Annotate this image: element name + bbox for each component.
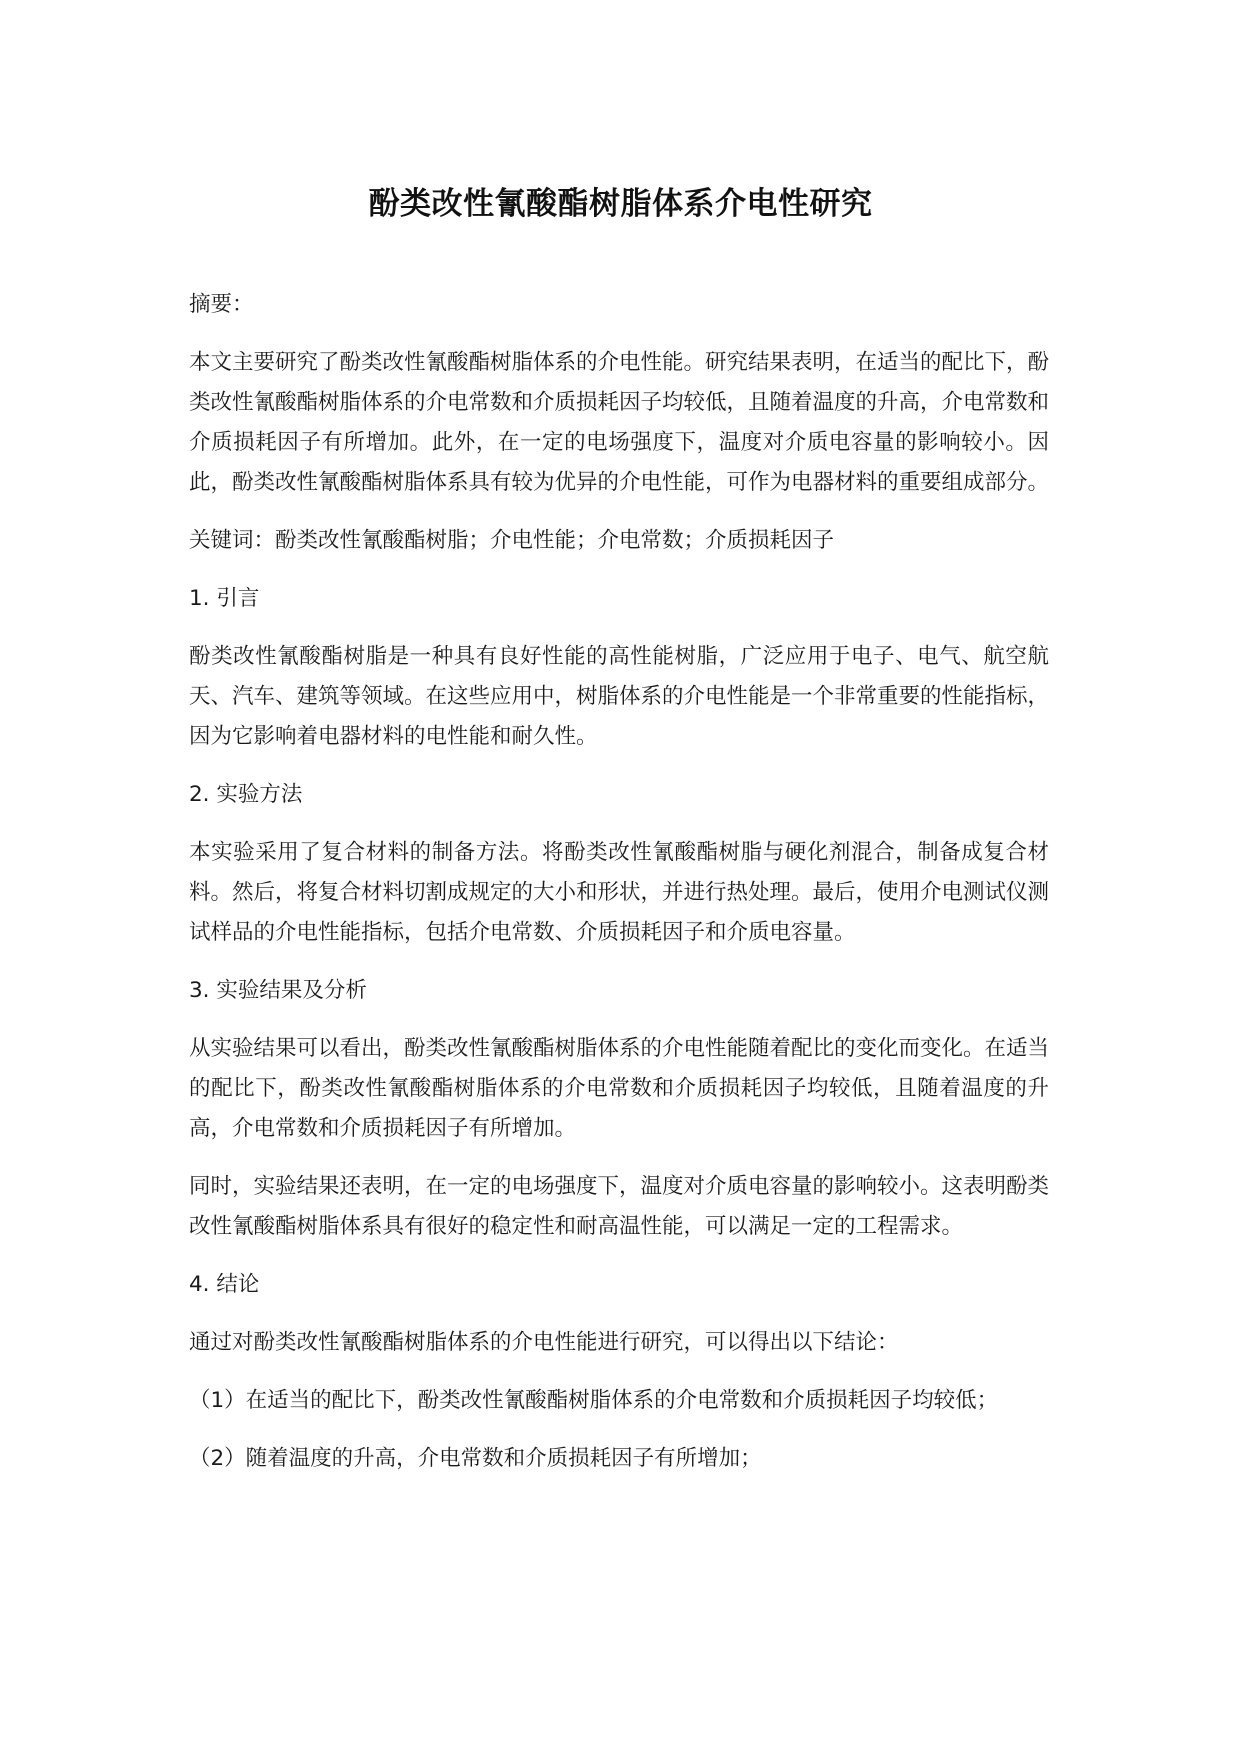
conclusion-item-1: （1）在适当的配比下，酚类改性氰酸酯树脂体系的介电常数和介质损耗因子均较低； (189, 1388, 999, 1413)
section-body-introduction: 酚类改性氰酸酯树脂是一种具有良好性能的高性能树脂，广泛应用于电子、电气、航空航天、汽车、建筑等领域。在这些应用中，树脂体系的介电性能是一个非常重要的性能指标，因为它影响着电器材料的电性能和耐久性。 (189, 644, 1050, 749)
section-body-results-1: 从实验结果可以看出，酚类改性氰酸酯树脂体系的介电性能随着配比的变化而变化。在适当的配比下，酚类改性氰酸酯树脂体系的介电常数和介质损耗因子均较低，且随着温度的升高，介电常数和介质损耗因子有所增加。 (189, 1036, 1050, 1141)
section-heading-methods: 2. 实验方法 (189, 782, 303, 807)
abstract-text: 本文主要研究了酚类改性氰酸酯树脂体系的介电性能。研究结果表明，在适当的配比下，酚类改性氰酸酯树脂体系的介电常数和介质损耗因子均较低，且随着温度的升高，介电常数和介质损耗因子有所增加。此外，在一定的电场强度下，温度对介质电容量的影响较小。因此，酚类改性氰酸酯树脂体系具有较为优异的介电性能，可作为电器材料的重要组成部分。 (189, 350, 1050, 495)
document-body (189, 285, 1049, 1497)
document-title: 酚类改性氰酸酯树脂体系介电性研究 (368, 186, 873, 222)
abstract-label: 摘要： (189, 292, 254, 317)
conclusion-item-2: （2）随着温度的升高，介电常数和介质损耗因子有所增加； (189, 1446, 762, 1471)
section-heading-introduction: 1. 引言 (189, 586, 260, 611)
keywords-line: 关键词：酚类改性氰酸酯树脂；介电性能；介电常数；介质损耗因子 (189, 528, 835, 553)
section-heading-conclusion: 4. 结论 (189, 1272, 260, 1297)
section-body-methods: 本实验采用了复合材料的制备方法。将酚类改性氰酸酯树脂与硬化剂混合，制备成复合材料。然后，将复合材料切割成规定的大小和形状，并进行热处理。最后，使用介电测试仪测试样品的介电性能指标，包括介电常数、介质损耗因子和介质电容量。 (189, 840, 1050, 945)
section-body-results-2: 同时，实验结果还表明，在一定的电场强度下，温度对介质电容量的影响较小。这表明酚类改性氰酸酯树脂体系具有很好的稳定性和耐高温性能，可以满足一定的工程需求。 (189, 1174, 1050, 1239)
conclusion-intro: 通过对酚类改性氰酸酯树脂体系的介电性能进行研究，可以得出以下结论： (189, 1330, 899, 1355)
section-heading-results: 3. 实验结果及分析 (189, 978, 367, 1003)
